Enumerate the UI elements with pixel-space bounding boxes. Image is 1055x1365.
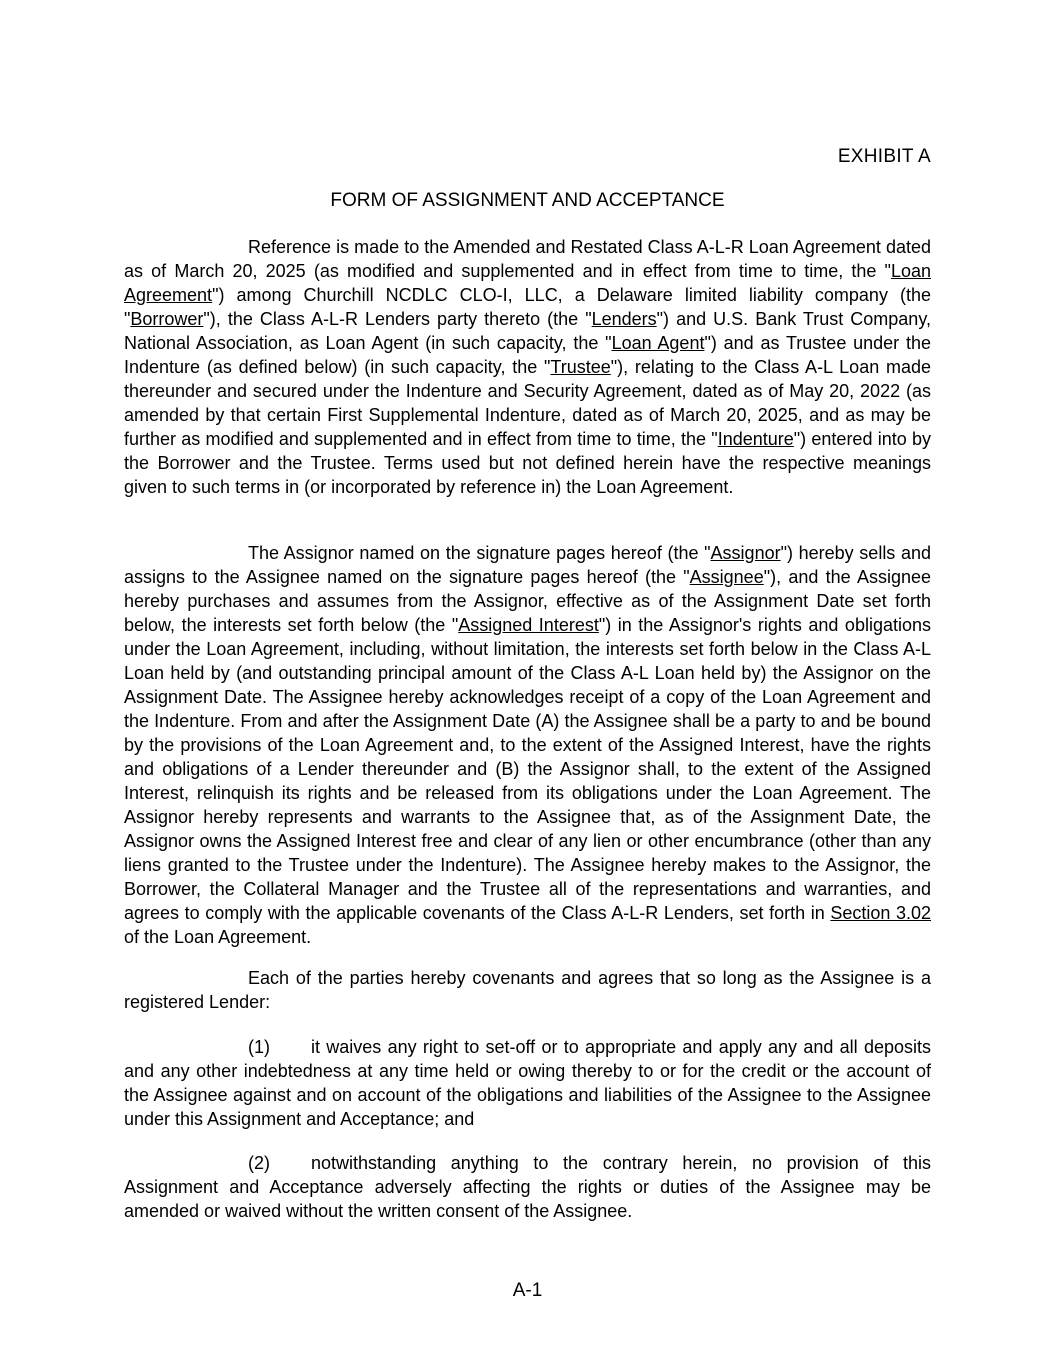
defined-term-assignor: Assignor: [710, 543, 781, 563]
document-title: FORM OF ASSIGNMENT AND ACCEPTANCE: [330, 190, 725, 211]
section-reference: Section 3.02: [830, 903, 931, 923]
paragraph-covenants: Each of the parties hereby covenants and agrees that so long as the Assignee is a registered Lender:: [124, 968, 931, 1012]
clause-text: notwithstanding anything to the contrary herein, no provision of this Assignment and Acceptance adversely affecting the rights or duties of the Assignee may be amended or waived without the written consent of the Assignee.: [124, 1153, 931, 1221]
defined-term-assignee: Assignee: [689, 567, 764, 587]
defined-term-lenders: Lenders: [591, 309, 657, 329]
defined-term-trustee: Trustee: [550, 357, 611, 377]
defined-term-indenture: Indenture: [717, 429, 794, 449]
clause-number: (2): [248, 1153, 270, 1173]
paragraph-reference: Reference is made to the Amended and Restated Class A-L-R Loan Agreement dated as of March 20, 2025 (as modified and supplemented and in effect from time to time, the "Loan Agreement") among Churchill NCDLC CLO-I, LLC, a Delaware limited liability company (the "Borrower"), the Class A-L-R Lenders party thereto (the "Lenders") and U.S. Bank Trust Company, National Association, as Loan Agent (in such capacity, the "Loan Agent") and as Trustee under the Indenture (as defined below) (in such capacity, the "Trustee"), relating to the Class A-L Loan made thereunder and secured under the Indenture and Security Agreement, dated as of May 20, 2022 (as amended by that certain First Supplemental Indenture, dated as of March 20, 2025, and as may be further as modified and supplemented and in effect from time to time, the "Indenture") entered into by the Borrower and the Trustee. Terms used but not defined herein have the respective meanings given to such terms in (or incorporated by reference in) the Loan Agreement.: [124, 237, 932, 497]
exhibit-label: EXHIBIT A: [837, 146, 931, 167]
page-number: A-1: [512, 1280, 543, 1301]
defined-term-borrower: Borrower: [130, 309, 204, 329]
paragraph-assignment: The Assignor named on the signature pages hereof (the "Assignor") hereby sells and assigns to the Assignee named on the signature pages hereof (the "Assignee"), and the Assignee hereby purchases and assumes from the Assignor, effective as of the Assignment Date set forth below, the interests set forth below (the "Assigned Interest") in the Assignor's rights and obligations under the Loan Agreement, including, without limitation, the interests set forth below in the Class A-L Loan held by (and outstanding principal amount of the Class A-L Loan held by) the Assignor on the Assignment Date. The Assignee hereby acknowledges receipt of a copy of the Loan Agreement and the Indenture. From and after the Assignment Date (A) the Assignee shall be a party to and be bound by the provisions of the Loan Agreement and, to the extent of the Assigned Interest, have the rights and obligations of a Lender thereunder and (B) the Assignor shall, to the extent of the Assigned Interest, relinquish its rights and be released from its obligations under the Loan Agreement. The Assignor hereby represents and warrants to the Assignee that, as of the Assignment Date, the Assignor owns the Assigned Interest free and clear of any lien or other encumbrance (other than any liens granted to the Trustee under the Indenture). The Assignee hereby makes to the Assignor, the Borrower, the Collateral Manager and the Trustee all of the representations and warranties, and agrees to comply with the applicable covenants of the Class A-L-R Lenders, set forth in Section 3.02 of the Loan Agreement.: [124, 543, 932, 947]
clause-2: [124, 1151, 931, 1223]
clause-1: [124, 1035, 931, 1131]
defined-term-loan-agent: Loan Agent: [611, 333, 705, 353]
clause-text: it waives any right to set-off or to appropriate and apply any and all deposits and any other indebtedness at any time held or owing thereby to or for the credit or the account of the Assignee against and on account of the obligations and liabilities of the Assignee to the Assignee under this Assignment and Acceptance; and: [124, 1037, 931, 1129]
defined-term-loan-agreement: Loan Agreement: [124, 261, 931, 305]
clause-number: (1): [248, 1037, 270, 1057]
defined-term-assigned-interest: Assigned Interest: [458, 615, 599, 635]
